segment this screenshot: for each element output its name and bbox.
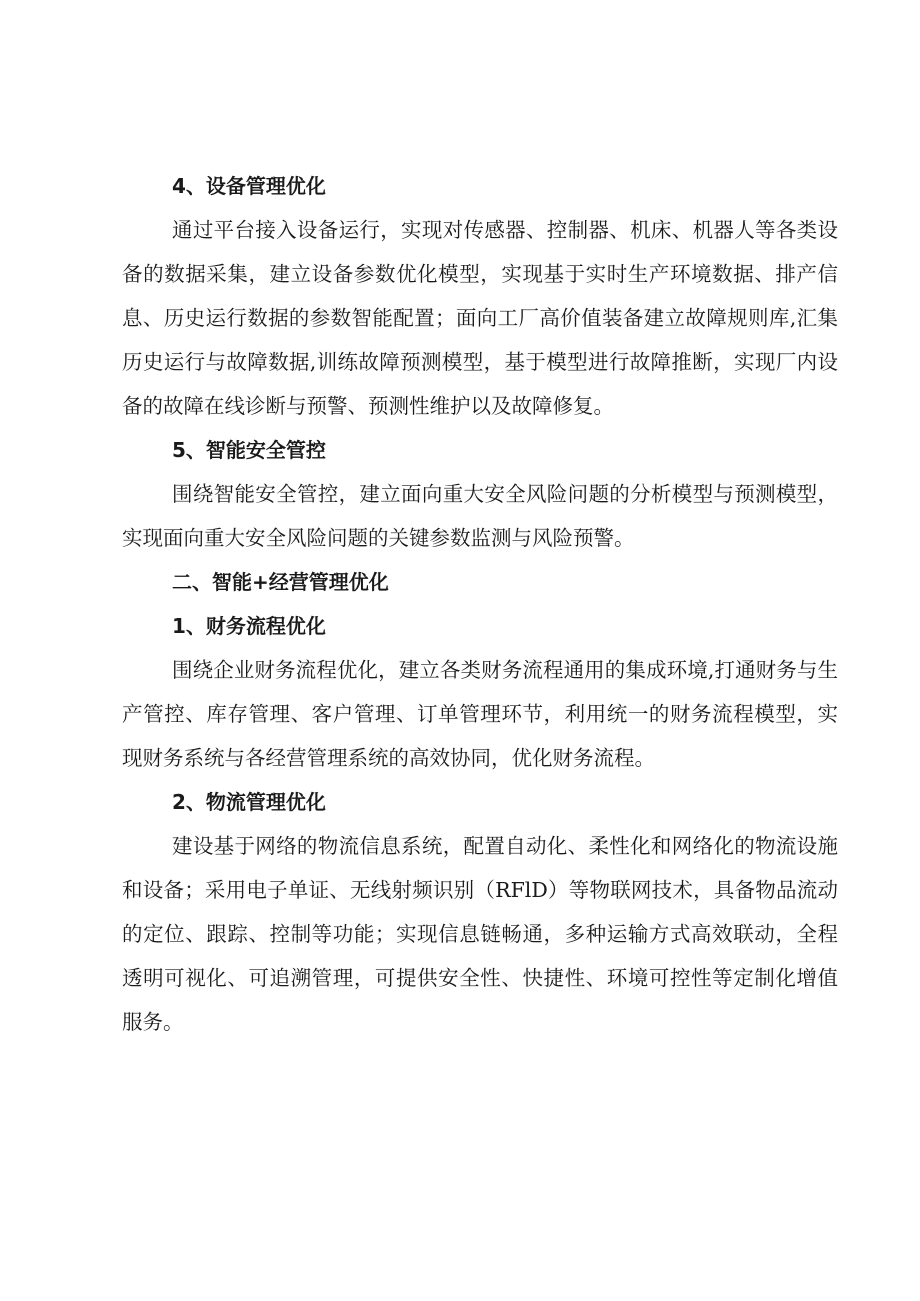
section-body-safety-control: 围绕智能安全管控，建立面向重大安全风险问题的分析模型与预测模型，实现面向重大安全风险问题的关键参数监测与风险预警。 — [122, 482, 838, 550]
section-heading-equipment-management: 4、设备管理优化 — [172, 174, 326, 198]
section-body-equipment-management: 通过平台接入设备运行，实现对传感器、控制器、机床、机器人等各类设备的数据采集，建立设备参数优化模型，实现基于实时生产环境数据、排产信息、历史运行数据的参数智能配置；面向工厂高价值装备建立故障规则库,汇集历史运行与故障数据,训练故障预测模型，基于模型进行故障推断，实现厂内设备的故障在线诊断与预警、预测性维护以及故障修复。 — [122, 218, 838, 418]
chapter-heading-business-management: 二、智能+经营管理优化 — [172, 570, 389, 594]
section-body-logistics-management: 建设基于网络的物流信息系统，配置自动化、柔性化和网络化的物流设施和设备；采用电子单证、无线射频识别（RFlD）等物联网技术，具备物品流动的定位、跟踪、控制等功能；实现信息链畅通，多种运输方式高效联动，全程透明可视化、可追溯管理，可提供安全性、快捷性、环境可控性等定制化增值服务。 — [122, 834, 838, 1034]
document-page — [122, 164, 838, 1044]
section-body-finance-process: 围绕企业财务流程优化，建立各类财务流程通用的集成环境,打通财务与生产管控、库存管理、客户管理、订单管理环节，利用统一的财务流程模型，实现财务系统与各经营管理系统的高效协同，优化财务流程。 — [122, 658, 838, 770]
section-heading-finance-process: 1、财务流程优化 — [172, 614, 326, 638]
section-heading-logistics-management: 2、物流管理优化 — [172, 790, 326, 814]
section-heading-safety-control: 5、智能安全管控 — [172, 438, 326, 462]
